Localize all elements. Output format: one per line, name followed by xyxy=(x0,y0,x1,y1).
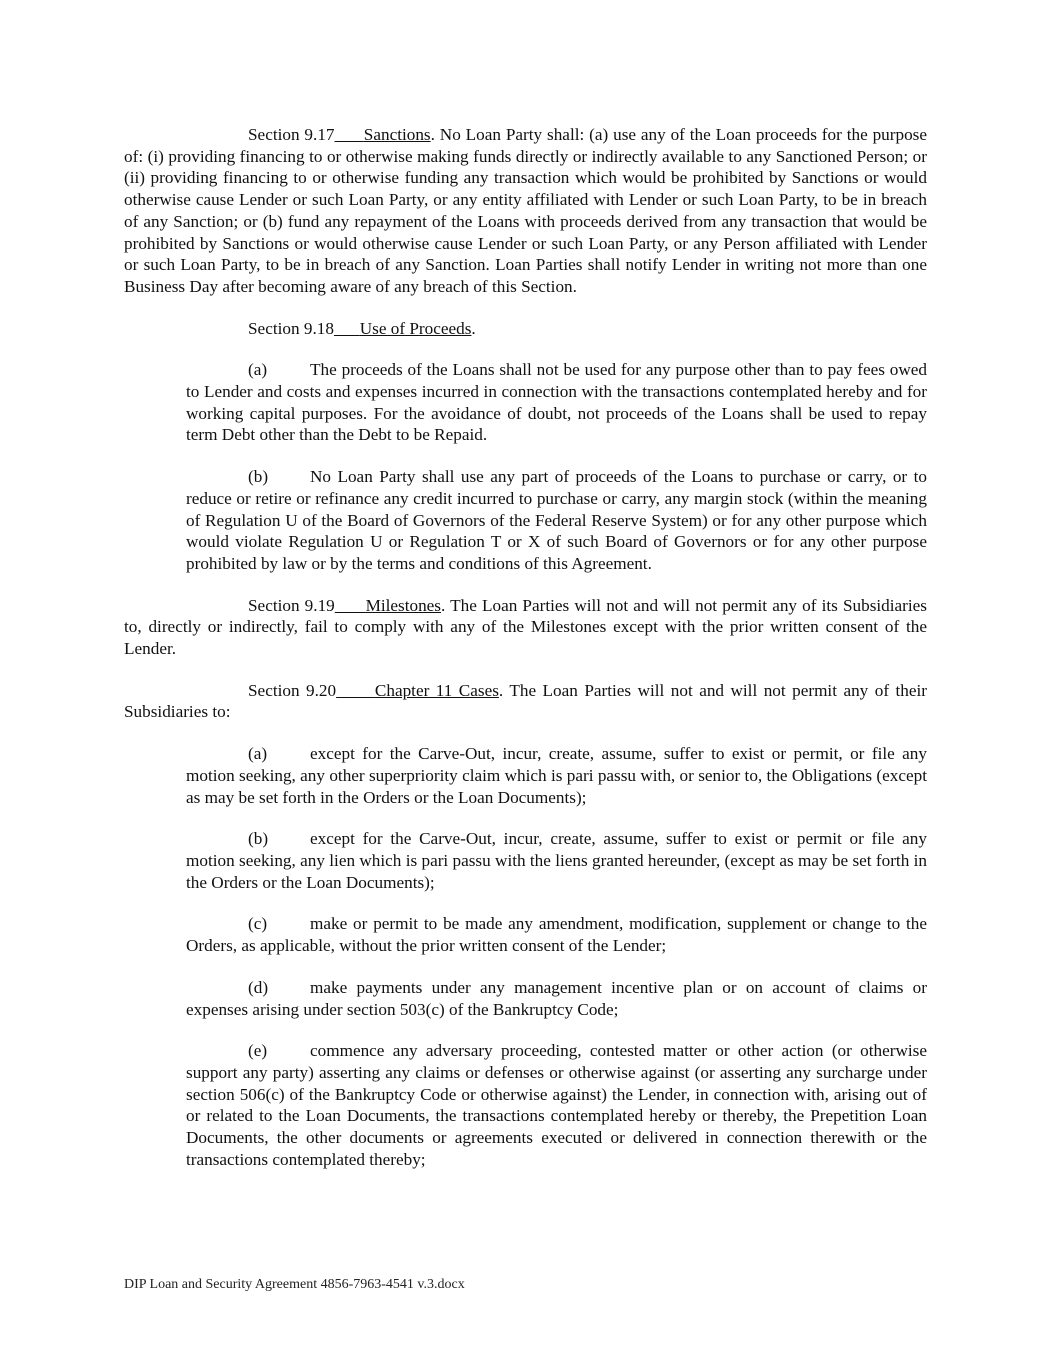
clause-label: (a) xyxy=(248,744,268,764)
clause-text: make payments under any management incentive plan or on account of claims or expenses arising under section 503(c) of the Bankruptcy Code; xyxy=(186,977,927,1019)
clause-9-20-e xyxy=(186,1040,927,1170)
section-9-19 xyxy=(124,595,927,660)
heading-spacer xyxy=(334,319,360,338)
section-body: . xyxy=(471,318,476,338)
clause-label: (b) xyxy=(248,829,269,849)
clause-text: except for the Carve-Out, incur, create, assume, suffer to exist or permit, or file any motion seeking, any other superpriority claim which is pari passu with, or senior to, the Obligations (except as may be set forth in the Orders or the Loan Documents); xyxy=(186,744,927,807)
section-title: Use of Proceeds xyxy=(359,318,472,338)
section-title: Milestones xyxy=(365,595,441,615)
clause-text: No Loan Party shall use any part of proceeds of the Loans to purchase or carry, or to reduce or retire or refinance any credit incurred to purchase or carry, any margin stock (within the meaning of Regulation U of the Board of Governors of the Federal Reserve System) or for any other purpose which would violate Regulation U or Regulation T or X of such Board of Governors or for any other purpose prohibited by law or by the terms and conditions of this Agreement. xyxy=(186,467,927,573)
clause-label: (b) xyxy=(248,467,269,487)
section-body: . The Loan Parties will not and will not permit any of their Subsidiaries to: xyxy=(124,680,928,722)
section-9-20 xyxy=(124,680,927,723)
heading-spacer xyxy=(335,596,366,615)
clause-label: (c) xyxy=(248,914,268,934)
page-footer: DIP Loan and Security Agreement 4856-7963-4541 v.3.docx xyxy=(124,1277,465,1292)
section-body: . No Loan Party shall: (a) use any of the Loan proceeds for the purpose of: (i) providing financing to or otherwise making funds directly or indirectly available to any Sanctioned Person; or (ii) providing financing to or otherwise funding any transaction which would be prohibited by Sanctions or would otherwise cause Lender or such Loan Party, or any entity affiliated with Lender or such Loan Party, to be in breach of any Sanction; or (b) fund any repayment of the Loans with proceeds derived from any transaction that would be prohibited by Sanctions or would otherwise cause Lender or such Loan Party, or any Person affiliated with Lender or such Loan Party, to be in breach of any Sanction. Loan Parties shall notify Lender in writing not more than one Business Day after becoming aware of any breach of this Section. xyxy=(124,125,927,296)
clause-9-20-c xyxy=(186,913,927,956)
clause-9-20-d xyxy=(186,977,927,1020)
section-number: Section 9.19 xyxy=(248,595,335,615)
document-page xyxy=(124,124,927,1190)
heading-spacer xyxy=(336,681,375,700)
section-9-17 xyxy=(124,124,927,298)
clause-label: (a) xyxy=(248,360,268,380)
clause-label: (e) xyxy=(248,1041,268,1061)
section-number: Section 9.17 xyxy=(248,125,335,144)
clause-label: (d) xyxy=(248,977,269,997)
clause-9-18-b xyxy=(186,466,927,575)
clause-9-20-a xyxy=(186,743,927,808)
section-9-18 xyxy=(124,318,927,340)
clause-9-20-b xyxy=(186,828,927,893)
section-number: Section 9.18 xyxy=(248,318,334,338)
section-number: Section 9.20 xyxy=(248,680,337,700)
clause-text: except for the Carve-Out, incur, create, assume, suffer to exist or permit or file any motion seeking, any lien which is pari passu with the liens granted hereunder, (except as may be set forth in the Orders or the Loan Documents); xyxy=(186,829,927,892)
heading-spacer xyxy=(335,125,364,144)
section-title: Sanctions xyxy=(363,125,431,144)
clause-9-18-a xyxy=(186,359,927,446)
clause-text: make or permit to be made any amendment, modification, supplement or change to the Orders, as applicable, without the prior written consent of the Lender; xyxy=(186,914,927,956)
section-body: . The Loan Parties will not and will not permit any of its Subsidiaries to, directly or indirectly, fail to comply with any of the Milestones except with the prior written consent of the Lender. xyxy=(124,595,927,659)
section-title: Chapter 11 Cases xyxy=(374,680,499,700)
clause-text: commence any adversary proceeding, contested matter or other action (or otherwise support any party) asserting any claims or defenses or otherwise against (or asserting any surcharge under section 506(c) of the Bankruptcy Code or otherwise against) the Lender, in connection with, arising out of or related to the Loan Documents, the transactions contemplated hereby or thereby, the Prepetition Loan Documents, the other documents or agreements executed or delivered in connection therewith or the transactions contemplated thereby; xyxy=(186,1041,927,1169)
clause-text: The proceeds of the Loans shall not be used for any purpose other than to pay fees owed to Lender and costs and expenses incurred in connection with the transactions contemplated hereby and for working capital purposes. For the avoidance of doubt, not proceeds of the Loans shall be used to repay term Debt other than the Debt to be Repaid. xyxy=(186,360,927,445)
